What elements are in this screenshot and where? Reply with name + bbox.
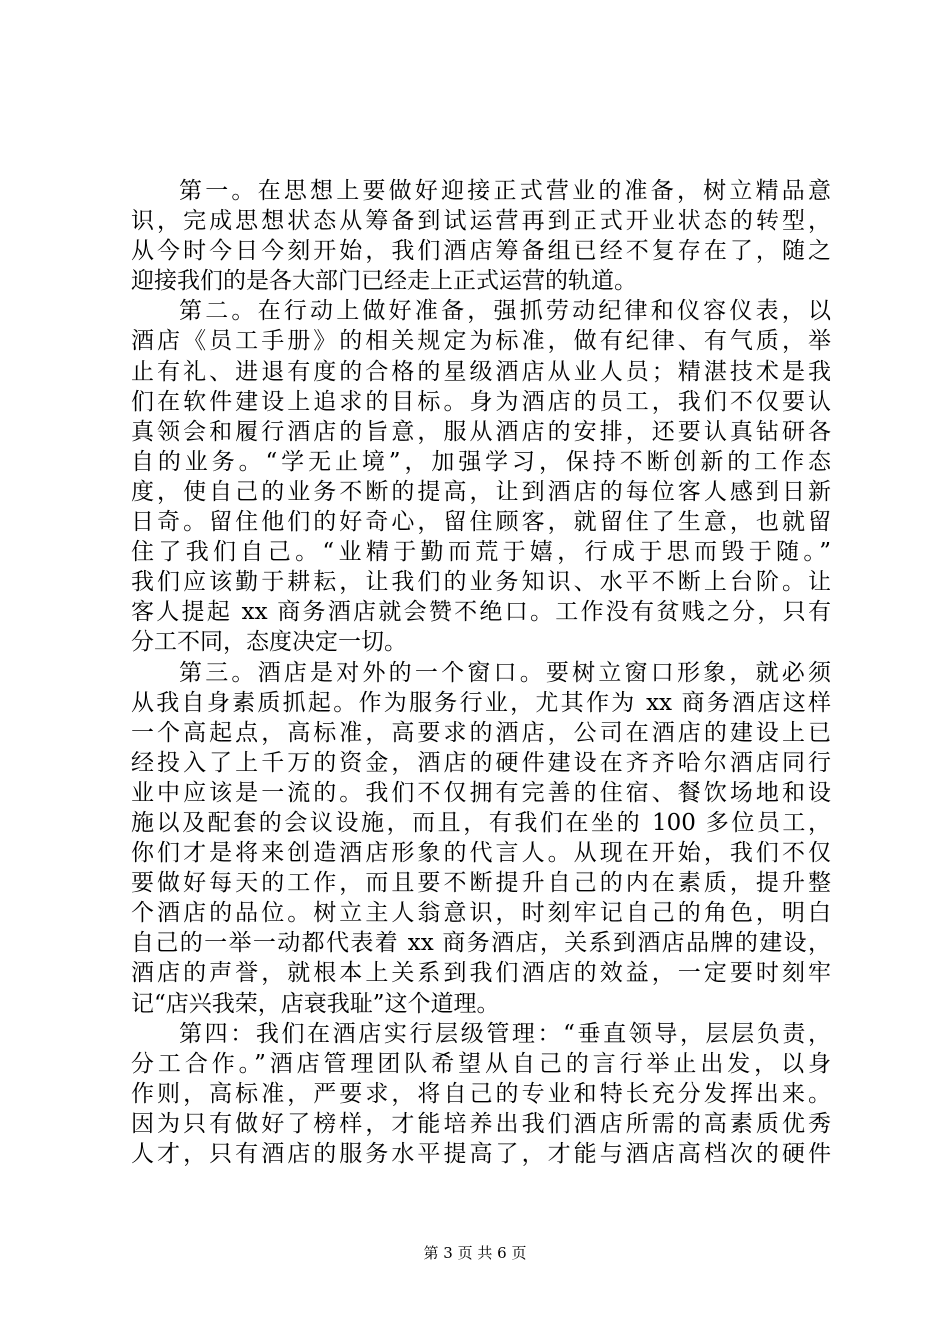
text-line: 客人提起 xx 商务酒店就会赞不绝口。工作没有贫贱之分，只有 bbox=[131, 599, 831, 626]
text-line: 识，完成思想状态从筹备到试运营再到正式开业状态的转型， bbox=[131, 208, 831, 235]
text-line: 人才，只有酒店的服务水平提高了，才能与酒店高档次的硬件 bbox=[131, 1141, 831, 1167]
text-line: 记“店兴我荣，店衰我耻”这个道理。 bbox=[131, 990, 500, 1017]
text-line: 个酒店的品位。树立主人翁意识，时刻牢记自己的角色，明白 bbox=[131, 900, 831, 927]
text-line: 因为只有做好了榜样，才能培养出我们酒店所需的高素质优秀 bbox=[131, 1110, 831, 1137]
text-line: 第一。在思想上要做好迎接正式营业的准备，树立精品意 bbox=[179, 178, 831, 204]
text-line: 第四：我们在酒店实行层级管理：“垂直领导，层层负责， bbox=[179, 1020, 831, 1047]
text-line: 一个高起点，高标准，高要求的酒店，公司在酒店的建设上已 bbox=[131, 719, 831, 746]
text-line: 酒店《员工手册》的相关规定为标准，做有纪律、有气质，举 bbox=[131, 328, 831, 355]
paragraph-2 bbox=[131, 296, 831, 657]
text-line: 从我自身素质抓起。作为服务行业，尤其作为 xx 商务酒店这样 bbox=[131, 689, 831, 716]
text-line: 分工不同，态度决定一切。 bbox=[131, 629, 407, 656]
paragraph-4 bbox=[131, 1019, 831, 1169]
text-line: 真领会和履行酒店的旨意，服从酒店的安排，还要认真钻研各 bbox=[131, 418, 831, 445]
text-line: 施以及配套的会议设施，而且，有我们在坐的 100 多位员工， bbox=[131, 809, 831, 836]
text-line: 要做好每天的工作，而且要不断提升自己的内在素质，提升整 bbox=[131, 870, 831, 897]
text-line: 住了我们自己。“业精于勤而荒于嬉，行成于思而毁于随。” bbox=[131, 539, 831, 566]
text-line: 第三。酒店是对外的一个窗口。要树立窗口形象，就必须 bbox=[179, 659, 831, 686]
body-text bbox=[131, 176, 831, 1169]
paragraph-3 bbox=[131, 658, 831, 1019]
text-line: 自的业务。“学无止境”，加强学习，保持不断创新的工作态 bbox=[131, 448, 831, 475]
text-line: 自己的一举一动都代表着 xx 商务酒店，关系到酒店品牌的建设， bbox=[131, 930, 831, 957]
text-line: 们在软件建设上追求的目标。身为酒店的员工，我们不仅要认 bbox=[131, 388, 831, 415]
text-line: 度，使自己的业务不断的提高，让到酒店的每位客人感到日新 bbox=[131, 478, 831, 505]
text-line: 日奇。留住他们的好奇心，留住顾客，就留住了生意，也就留 bbox=[131, 509, 831, 536]
page-footer: 第 3 页 共 6 页 bbox=[423, 1244, 527, 1262]
text-line: 止有礼、进退有度的合格的星级酒店从业人员；精湛技术是我 bbox=[131, 358, 831, 385]
paragraph-1 bbox=[131, 176, 831, 296]
text-line: 分工合作。”酒店管理团队希望从自己的言行举止出发，以身 bbox=[131, 1050, 831, 1077]
text-line: 业中应该是一流的。我们不仅拥有完善的住宿、餐饮场地和设 bbox=[131, 779, 831, 806]
text-line: 我们应该勤于耕耘，让我们的业务知识、水平不断上台阶。让 bbox=[131, 569, 831, 596]
text-line: 酒店的声誉，就根本上关系到我们酒店的效益，一定要时刻牢 bbox=[131, 960, 831, 987]
text-line: 经投入了上千万的资金，酒店的硬件建设在齐齐哈尔酒店同行 bbox=[131, 749, 831, 776]
text-line: 第二。在行动上做好准备，强抓劳动纪律和仪容仪表，以 bbox=[179, 298, 831, 325]
text-line: 作则，高标准，严要求，将自己的专业和特长充分发挥出来。 bbox=[131, 1080, 831, 1107]
text-line: 你们才是将来创造酒店形象的代言人。从现在开始，我们不仅 bbox=[131, 840, 831, 867]
text-line: 从今时今日今刻开始，我们酒店筹备组已经不复存在了，随之 bbox=[131, 238, 831, 265]
text-line: 迎接我们的是各大部门已经走上正式运营的轨道。 bbox=[131, 268, 637, 295]
